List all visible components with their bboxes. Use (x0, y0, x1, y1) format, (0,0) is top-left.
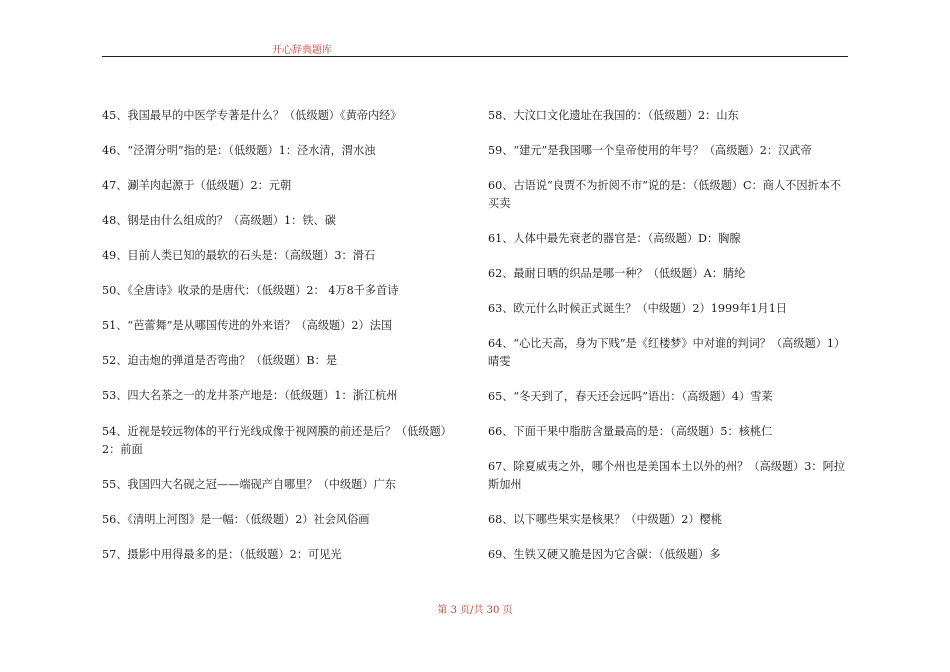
page-header (102, 40, 848, 57)
question-55: 55、我国四大名砚之冠——端砚产自哪里？（中级题）广东 (102, 478, 396, 491)
question-50: 50、《全唐诗》收录的是唐代：（低级题）2： 4万8千多首诗 (102, 284, 399, 297)
page-number: 第 3 页/共 30 页 (437, 605, 513, 616)
question-59: 59、“建元”是我国哪一个皇帝使用的年号？（高级题）2：汉武帝 (488, 144, 812, 157)
question-47: 47、涮羊肉起源于（低级题）2：元朝 (102, 179, 292, 192)
question-45: 45、我国最早的中医学专著是什么？（低级题）《黄帝内经》 (102, 109, 402, 122)
question-65: 65、“冬天到了，春天还会远吗”语出：（高级题）4）雪莱 (488, 390, 773, 403)
question-64: 64、“心比天高，身为下贱”是《红楼梦》中对谁的判词？（高级题）1）晴雯 (488, 337, 846, 368)
question-66: 66、下面干果中脂肪含量最高的是：（高级题）5：核桃仁 (488, 425, 773, 438)
question-51: 51、“芭蕾舞”是从哪国传进的外来语？（高级题）2）法国 (102, 319, 393, 332)
question-53: 53、四大名茶之一的龙井茶产地是：（低级题）1：浙江杭州 (102, 389, 398, 402)
question-58: 58、大汶口文化遗址在我国的：（低级题）2：山东 (488, 109, 739, 122)
question-57: 57、摄影中用得最多的是：（低级题）2：可见光 (102, 548, 342, 561)
question-54: 54、近视是较远物体的平行光线成像于视网膜的前还是后？（低级题）2：前面 (102, 425, 452, 456)
question-69: 69、生铁又硬又脆是因为它含碳：（低级题）多 (488, 548, 721, 561)
question-68: 68、以下哪些果实是核果？（中级题）2）樱桃 (488, 513, 722, 526)
header-title: 开心辞典题库 (272, 45, 332, 56)
question-60: 60、古语说“良贾不为折阅不市”说的是：（低级题）C：商人不因折本不买卖 (488, 179, 842, 210)
question-52: 52、迫击炮的弹道是否弯曲？（低级题）B：是 (102, 354, 338, 367)
question-49: 49、目前人类已知的最软的石头是：（高级题）3：滑石 (102, 249, 376, 262)
question-67: 67、除夏威夷之外，哪个州也是美国本土以外的州？（高级题）3：阿拉斯加州 (488, 460, 845, 491)
question-48: 48、钢是由什么组成的？（高级题）1：铁、碳 (102, 214, 336, 227)
question-63: 63、欧元什么时候正式诞生？（中级题）2）1999年1月1日 (488, 302, 787, 315)
question-62: 62、最耐日晒的织品是哪一种？（低级题）A：腈纶 (488, 267, 746, 280)
question-56: 56、《清明上河图》是一幅：（低级题）2）社会风俗画 (102, 513, 370, 526)
question-46: 46、“泾渭分明”指的是：（低级题）1：泾水清，渭水浊 (102, 144, 376, 157)
question-61: 61、人体中最先衰老的器官是：（高级题）D：胸腺 (488, 232, 741, 245)
